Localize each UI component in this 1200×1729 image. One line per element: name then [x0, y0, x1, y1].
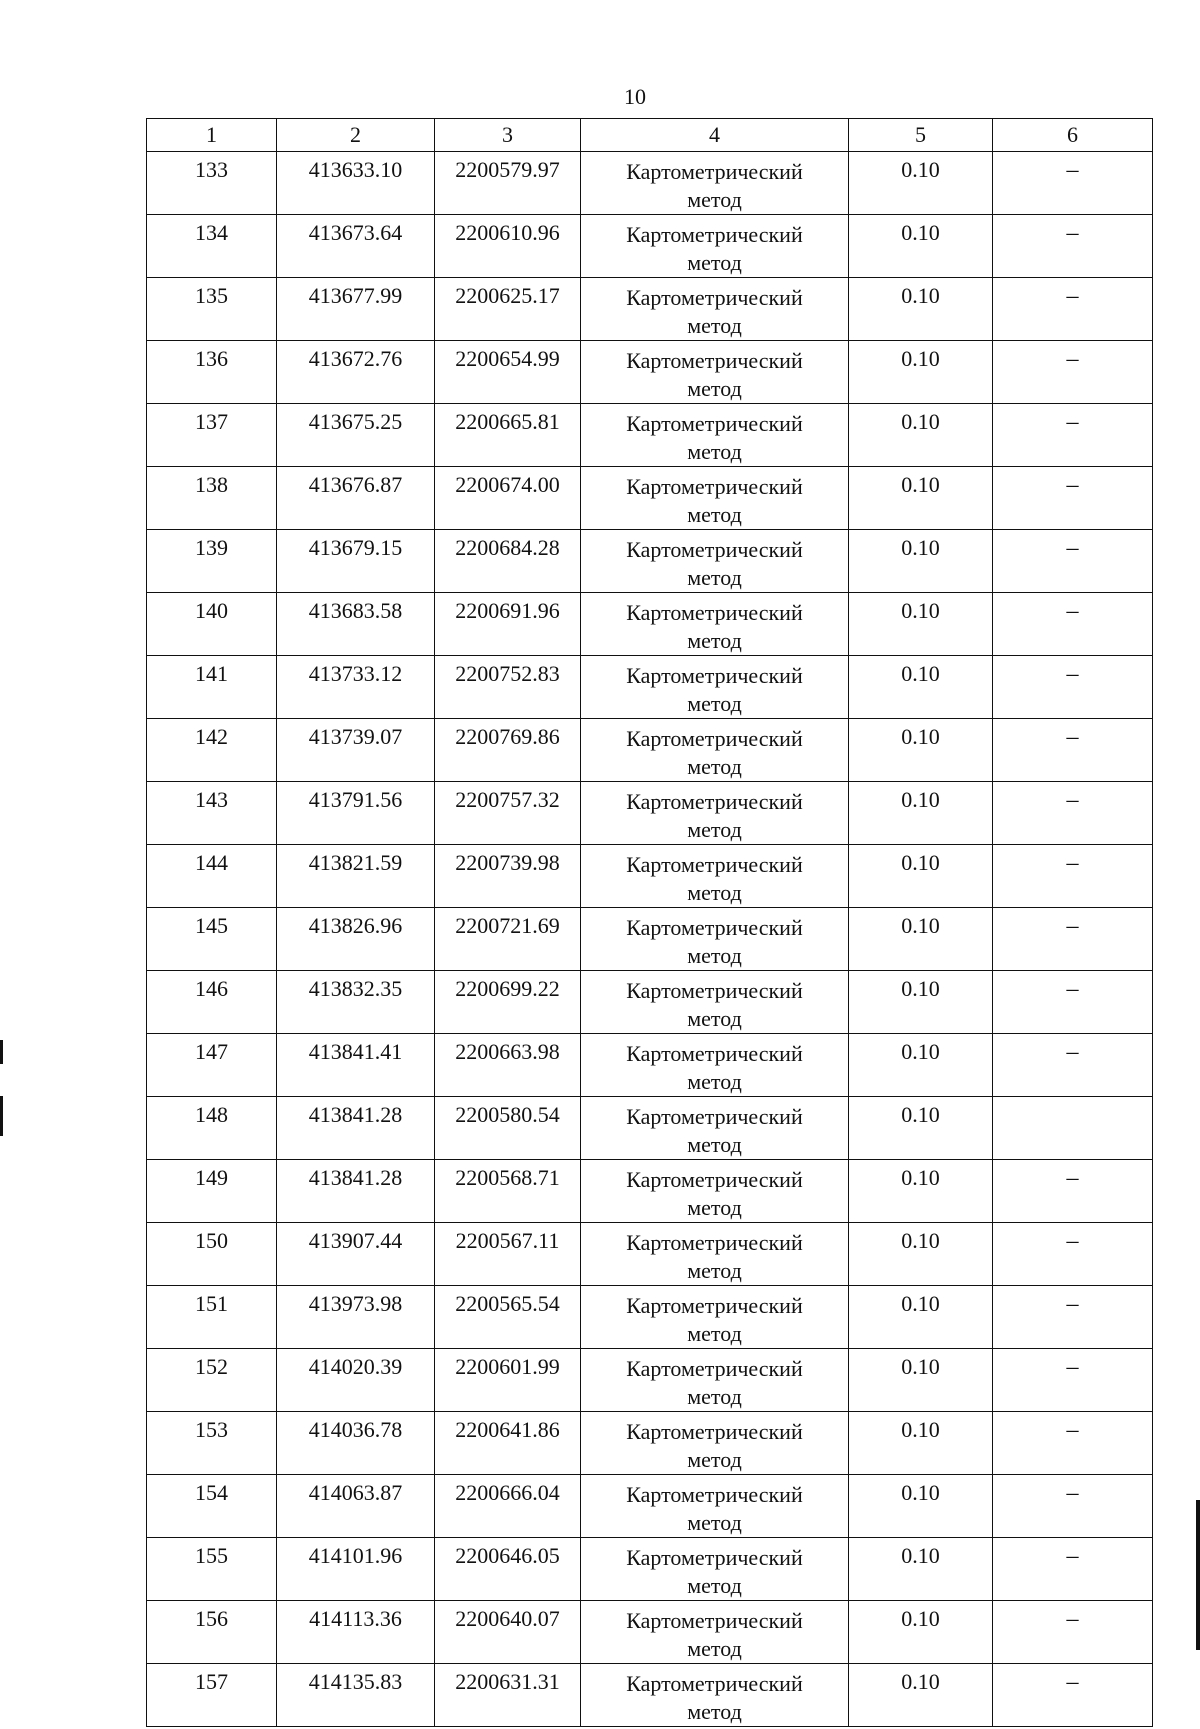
accuracy-cell: 0.10 — [849, 1034, 993, 1097]
y-coordinate-cell: 2200601.99 — [435, 1349, 581, 1412]
accuracy-cell: 0.10 — [849, 1664, 993, 1727]
note-cell: – — [993, 467, 1153, 530]
y-coordinate-cell: 2200721.69 — [435, 908, 581, 971]
table-row — [147, 1349, 1153, 1412]
method-cell — [581, 1475, 849, 1538]
point-number-cell: 134 — [147, 215, 277, 278]
x-coordinate-cell: 413677.99 — [277, 278, 435, 341]
table-row — [147, 467, 1153, 530]
method-cell — [581, 341, 849, 404]
note-cell: – — [993, 719, 1153, 782]
point-number-cell: 150 — [147, 1223, 277, 1286]
method-line-2: метод — [687, 1573, 742, 1598]
point-number-cell: 138 — [147, 467, 277, 530]
scan-edge-mark — [0, 1040, 3, 1064]
page-number: 10 — [624, 84, 646, 109]
x-coordinate-cell: 414101.96 — [277, 1538, 435, 1601]
method-cell — [581, 1349, 849, 1412]
note-cell: – — [993, 908, 1153, 971]
method-line-1: Картометрический — [626, 789, 803, 814]
table-row — [147, 1664, 1153, 1727]
accuracy-cell: 0.10 — [849, 1286, 993, 1349]
y-coordinate-cell: 2200654.99 — [435, 341, 581, 404]
note-cell: – — [993, 1664, 1153, 1727]
method-line-2: метод — [687, 1321, 742, 1346]
point-number-cell: 153 — [147, 1412, 277, 1475]
y-coordinate-cell: 2200752.83 — [435, 656, 581, 719]
method-cell — [581, 971, 849, 1034]
table-row — [147, 719, 1153, 782]
method-cell — [581, 782, 849, 845]
x-coordinate-cell: 413841.28 — [277, 1160, 435, 1223]
point-number-cell: 148 — [147, 1097, 277, 1160]
y-coordinate-cell: 2200739.98 — [435, 845, 581, 908]
y-coordinate-cell: 2200565.54 — [435, 1286, 581, 1349]
note-cell: – — [993, 971, 1153, 1034]
x-coordinate-cell: 414036.78 — [277, 1412, 435, 1475]
table-row — [147, 530, 1153, 593]
point-number-cell: 147 — [147, 1034, 277, 1097]
table-row — [147, 1412, 1153, 1475]
method-line-2: метод — [687, 565, 742, 590]
method-cell — [581, 593, 849, 656]
method-cell — [581, 719, 849, 782]
table-header-row — [147, 119, 1153, 152]
note-cell — [993, 1097, 1153, 1160]
method-line-1: Картометрический — [626, 1356, 803, 1381]
method-line-2: метод — [687, 187, 742, 212]
method-cell — [581, 278, 849, 341]
scan-edge-mark — [1196, 1500, 1200, 1650]
accuracy-cell: 0.10 — [849, 656, 993, 719]
method-line-1: Картометрический — [626, 1104, 803, 1129]
method-line-1: Картометрический — [626, 1419, 803, 1444]
method-line-1: Картометрический — [626, 1545, 803, 1570]
point-number-cell: 140 — [147, 593, 277, 656]
point-number-cell: 145 — [147, 908, 277, 971]
method-cell — [581, 1097, 849, 1160]
x-coordinate-cell: 413673.64 — [277, 215, 435, 278]
column-header-2: 2 — [277, 119, 435, 152]
x-coordinate-cell: 413841.28 — [277, 1097, 435, 1160]
y-coordinate-cell: 2200580.54 — [435, 1097, 581, 1160]
method-line-1: Картометрический — [626, 222, 803, 247]
accuracy-cell: 0.10 — [849, 593, 993, 656]
table-row — [147, 782, 1153, 845]
method-line-2: метод — [687, 1510, 742, 1535]
table-row — [147, 215, 1153, 278]
method-line-1: Картометрический — [626, 852, 803, 877]
method-line-1: Картометрический — [626, 1671, 803, 1696]
accuracy-cell: 0.10 — [849, 1475, 993, 1538]
note-cell: – — [993, 278, 1153, 341]
method-line-1: Картометрический — [626, 600, 803, 625]
method-line-1: Картометрический — [626, 726, 803, 751]
x-coordinate-cell: 413821.59 — [277, 845, 435, 908]
point-number-cell: 133 — [147, 152, 277, 215]
column-header-6: 6 — [993, 119, 1153, 152]
accuracy-cell: 0.10 — [849, 215, 993, 278]
column-header-4: 4 — [581, 119, 849, 152]
method-cell — [581, 467, 849, 530]
x-coordinate-cell: 413675.25 — [277, 404, 435, 467]
table-row — [147, 1475, 1153, 1538]
point-number-cell: 157 — [147, 1664, 277, 1727]
note-cell: – — [993, 1160, 1153, 1223]
accuracy-cell: 0.10 — [849, 152, 993, 215]
note-cell: – — [993, 152, 1153, 215]
method-cell — [581, 1034, 849, 1097]
column-header-3: 3 — [435, 119, 581, 152]
method-line-1: Картометрический — [626, 663, 803, 688]
y-coordinate-cell: 2200757.32 — [435, 782, 581, 845]
accuracy-cell: 0.10 — [849, 1160, 993, 1223]
method-cell — [581, 1538, 849, 1601]
table-row — [147, 1538, 1153, 1601]
method-line-2: метод — [687, 1195, 742, 1220]
method-line-2: метод — [687, 1258, 742, 1283]
note-cell: – — [993, 1034, 1153, 1097]
accuracy-cell: 0.10 — [849, 341, 993, 404]
y-coordinate-cell: 2200641.86 — [435, 1412, 581, 1475]
x-coordinate-cell: 413832.35 — [277, 971, 435, 1034]
note-cell: – — [993, 530, 1153, 593]
accuracy-cell: 0.10 — [849, 278, 993, 341]
accuracy-cell: 0.10 — [849, 1097, 993, 1160]
y-coordinate-cell: 2200691.96 — [435, 593, 581, 656]
method-cell — [581, 1286, 849, 1349]
x-coordinate-cell: 413826.96 — [277, 908, 435, 971]
point-number-cell: 142 — [147, 719, 277, 782]
accuracy-cell: 0.10 — [849, 467, 993, 530]
method-cell — [581, 404, 849, 467]
point-number-cell: 137 — [147, 404, 277, 467]
x-coordinate-cell: 413841.41 — [277, 1034, 435, 1097]
method-line-2: метод — [687, 1132, 742, 1157]
table-row — [147, 341, 1153, 404]
point-number-cell: 152 — [147, 1349, 277, 1412]
accuracy-cell: 0.10 — [849, 404, 993, 467]
table-row — [147, 1034, 1153, 1097]
x-coordinate-cell: 413791.56 — [277, 782, 435, 845]
y-coordinate-cell: 2200568.71 — [435, 1160, 581, 1223]
y-coordinate-cell: 2200684.28 — [435, 530, 581, 593]
method-line-2: метод — [687, 1069, 742, 1094]
accuracy-cell: 0.10 — [849, 1223, 993, 1286]
y-coordinate-cell: 2200646.05 — [435, 1538, 581, 1601]
y-coordinate-cell: 2200625.17 — [435, 278, 581, 341]
y-coordinate-cell: 2200769.86 — [435, 719, 581, 782]
accuracy-cell: 0.10 — [849, 1601, 993, 1664]
table-row — [147, 152, 1153, 215]
method-cell — [581, 215, 849, 278]
method-line-1: Картометрический — [626, 411, 803, 436]
table-row — [147, 908, 1153, 971]
method-line-1: Картометрический — [626, 1293, 803, 1318]
accuracy-cell: 0.10 — [849, 1412, 993, 1475]
accuracy-cell: 0.10 — [849, 1349, 993, 1412]
method-line-1: Картометрический — [626, 1041, 803, 1066]
x-coordinate-cell: 414113.36 — [277, 1601, 435, 1664]
method-cell — [581, 845, 849, 908]
point-number-cell: 141 — [147, 656, 277, 719]
note-cell: – — [993, 1412, 1153, 1475]
method-line-2: метод — [687, 1699, 742, 1724]
method-cell — [581, 1601, 849, 1664]
method-line-2: метод — [687, 943, 742, 968]
method-line-2: метод — [687, 880, 742, 905]
table-row — [147, 1223, 1153, 1286]
coordinates-table — [146, 118, 1153, 1727]
x-coordinate-cell: 414020.39 — [277, 1349, 435, 1412]
table-row — [147, 1601, 1153, 1664]
point-number-cell: 139 — [147, 530, 277, 593]
note-cell: – — [993, 1475, 1153, 1538]
accuracy-cell: 0.10 — [849, 845, 993, 908]
y-coordinate-cell: 2200663.98 — [435, 1034, 581, 1097]
x-coordinate-cell: 413683.58 — [277, 593, 435, 656]
note-cell: – — [993, 341, 1153, 404]
y-coordinate-cell: 2200674.00 — [435, 467, 581, 530]
method-line-2: метод — [687, 1384, 742, 1409]
method-line-2: метод — [687, 817, 742, 842]
x-coordinate-cell: 413676.87 — [277, 467, 435, 530]
note-cell: – — [993, 1286, 1153, 1349]
point-number-cell: 146 — [147, 971, 277, 1034]
method-line-1: Картометрический — [626, 915, 803, 940]
method-line-2: метод — [687, 1636, 742, 1661]
point-number-cell: 155 — [147, 1538, 277, 1601]
accuracy-cell: 0.10 — [849, 971, 993, 1034]
table-row — [147, 656, 1153, 719]
table-row — [147, 845, 1153, 908]
x-coordinate-cell: 413672.76 — [277, 341, 435, 404]
table-row — [147, 1097, 1153, 1160]
x-coordinate-cell: 413907.44 — [277, 1223, 435, 1286]
method-line-1: Картометрический — [626, 537, 803, 562]
accuracy-cell: 0.10 — [849, 719, 993, 782]
note-cell: – — [993, 1223, 1153, 1286]
method-line-1: Картометрический — [626, 348, 803, 373]
method-line-1: Картометрический — [626, 285, 803, 310]
y-coordinate-cell: 2200640.07 — [435, 1601, 581, 1664]
y-coordinate-cell: 2200699.22 — [435, 971, 581, 1034]
accuracy-cell: 0.10 — [849, 1538, 993, 1601]
y-coordinate-cell: 2200666.04 — [435, 1475, 581, 1538]
point-number-cell: 151 — [147, 1286, 277, 1349]
method-cell — [581, 1664, 849, 1727]
x-coordinate-cell: 414063.87 — [277, 1475, 435, 1538]
method-line-2: метод — [687, 691, 742, 716]
column-header-1: 1 — [147, 119, 277, 152]
x-coordinate-cell: 413739.07 — [277, 719, 435, 782]
method-line-2: метод — [687, 376, 742, 401]
table-row — [147, 971, 1153, 1034]
method-line-1: Картометрический — [626, 159, 803, 184]
note-cell: – — [993, 404, 1153, 467]
table-row — [147, 278, 1153, 341]
table-row — [147, 593, 1153, 656]
method-line-1: Картометрический — [626, 978, 803, 1003]
point-number-cell: 136 — [147, 341, 277, 404]
point-number-cell: 149 — [147, 1160, 277, 1223]
method-cell — [581, 152, 849, 215]
method-line-2: метод — [687, 439, 742, 464]
table-row — [147, 1286, 1153, 1349]
x-coordinate-cell: 413633.10 — [277, 152, 435, 215]
method-line-1: Картометрический — [626, 474, 803, 499]
note-cell: – — [993, 845, 1153, 908]
point-number-cell: 154 — [147, 1475, 277, 1538]
table-row — [147, 404, 1153, 467]
method-cell — [581, 656, 849, 719]
accuracy-cell: 0.10 — [849, 782, 993, 845]
table-body — [147, 152, 1153, 1727]
method-line-2: метод — [687, 1006, 742, 1031]
method-line-2: метод — [687, 628, 742, 653]
point-number-cell: 156 — [147, 1601, 277, 1664]
note-cell: – — [993, 656, 1153, 719]
method-cell — [581, 530, 849, 593]
method-line-2: метод — [687, 250, 742, 275]
method-line-1: Картометрический — [626, 1230, 803, 1255]
scan-edge-mark — [0, 1096, 3, 1136]
x-coordinate-cell: 413679.15 — [277, 530, 435, 593]
note-cell: – — [993, 1349, 1153, 1412]
method-line-1: Картометрический — [626, 1608, 803, 1633]
method-line-2: метод — [687, 313, 742, 338]
method-line-2: метод — [687, 754, 742, 779]
y-coordinate-cell: 2200567.11 — [435, 1223, 581, 1286]
method-line-1: Картометрический — [626, 1482, 803, 1507]
y-coordinate-cell: 2200631.31 — [435, 1664, 581, 1727]
accuracy-cell: 0.10 — [849, 530, 993, 593]
y-coordinate-cell: 2200610.96 — [435, 215, 581, 278]
note-cell: – — [993, 593, 1153, 656]
note-cell: – — [993, 1601, 1153, 1664]
method-line-2: метод — [687, 502, 742, 527]
note-cell: – — [993, 215, 1153, 278]
note-cell: – — [993, 1538, 1153, 1601]
column-header-5: 5 — [849, 119, 993, 152]
point-number-cell: 143 — [147, 782, 277, 845]
point-number-cell: 144 — [147, 845, 277, 908]
x-coordinate-cell: 414135.83 — [277, 1664, 435, 1727]
method-cell — [581, 1412, 849, 1475]
note-cell: – — [993, 782, 1153, 845]
accuracy-cell: 0.10 — [849, 908, 993, 971]
method-line-2: метод — [687, 1447, 742, 1472]
y-coordinate-cell: 2200579.97 — [435, 152, 581, 215]
method-cell — [581, 1160, 849, 1223]
y-coordinate-cell: 2200665.81 — [435, 404, 581, 467]
point-number-cell: 135 — [147, 278, 277, 341]
table-row — [147, 1160, 1153, 1223]
x-coordinate-cell: 413733.12 — [277, 656, 435, 719]
method-cell — [581, 908, 849, 971]
method-line-1: Картометрический — [626, 1167, 803, 1192]
method-cell — [581, 1223, 849, 1286]
x-coordinate-cell: 413973.98 — [277, 1286, 435, 1349]
